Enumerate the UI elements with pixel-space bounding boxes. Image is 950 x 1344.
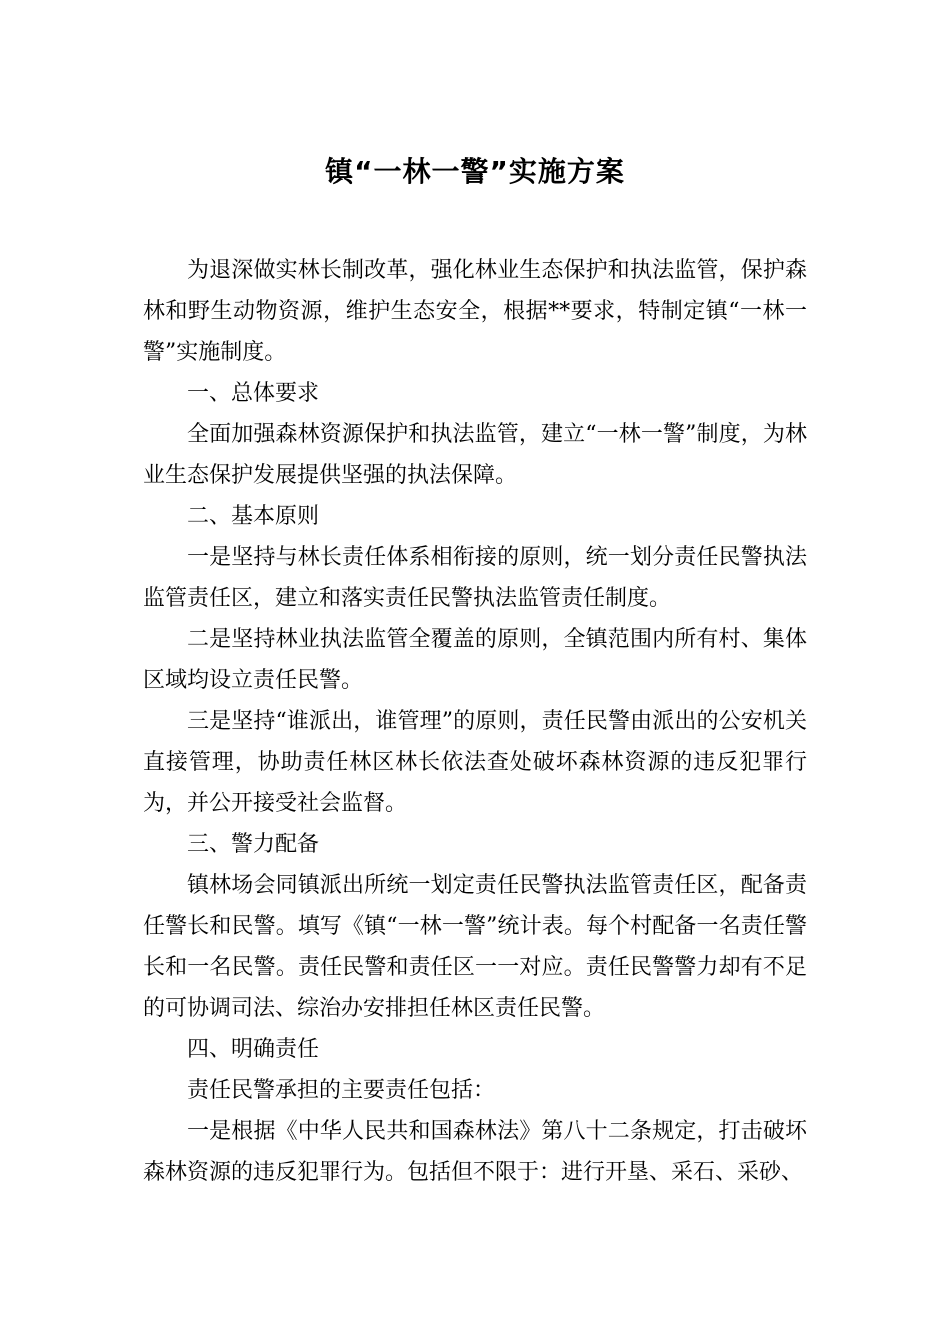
police-allocation-paragraph: 镇林场会同镇派出所统一划定责任民警执法监管责任区，配备责任警长和民警。填写《镇“一林一警”统计表。每个村配备一名责任警长和一名民警。责任民警和责任区一一对应。责任民警警力却有不足的可协调司法、综治办安排担任林区责任民警。 xyxy=(143,873,807,1021)
section-heading-basic-principles: 二、基本原则 xyxy=(187,504,320,529)
section-heading-responsibilities: 四、明确责任 xyxy=(187,1037,320,1062)
document-body xyxy=(143,250,807,1193)
section-heading-police-allocation: 三、警力配备 xyxy=(187,832,320,857)
principle-three-paragraph: 三是坚持“谁派出，谁管理”的原则，责任民警由派出的公安机关直接管理，协助责任林区林长依法查处破坏森林资源的违反犯罪行为，并公开接受社会监督。 xyxy=(143,709,807,816)
section-heading-general-requirements: 一、总体要求 xyxy=(187,381,320,406)
document-title: 镇“一林一警”实施方案 xyxy=(325,154,625,188)
general-requirements-paragraph: 全面加强森林资源保护和执法监管，建立“一林一警”制度，为林业生态保护发展提供坚强的执法保障。 xyxy=(143,422,807,488)
responsibilities-intro-paragraph: 责任民警承担的主要责任包括： xyxy=(187,1078,496,1103)
intro-paragraph: 为退深做实林长制改革，强化林业生态保护和执法监管，保护森林和野生动物资源，维护生态安全，根据**要求，特制定镇“一林一警”实施制度。 xyxy=(143,258,807,365)
responsibility-one-paragraph: 一是根据《中华人民共和国森林法》第八十二条规定，打击破坏森林资源的违反犯罪行为。包括但不限于：进行开垦、采石、采砂、 xyxy=(143,1119,807,1185)
principle-two-paragraph: 二是坚持林业执法监管全覆盖的原则，全镇范围内所有村、集体区域均设立责任民警。 xyxy=(143,627,807,693)
principle-one-paragraph: 一是坚持与林长责任体系相衔接的原则，统一划分责任民警执法监管责任区，建立和落实责任民警执法监管责任制度。 xyxy=(143,545,807,611)
